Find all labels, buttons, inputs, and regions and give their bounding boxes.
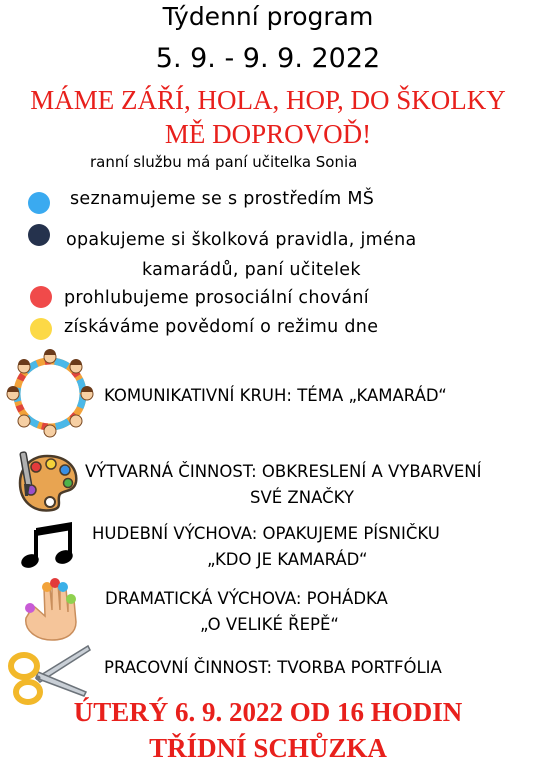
week-dates: 5. 9. - 9. 9. 2022 [155,43,381,74]
goal-text: prohlubujeme prosociální chování [64,288,369,308]
finger-puppets-icon [12,578,86,642]
paint-palette-icon [14,450,80,514]
goal-text-continued: kamarádů, paní učitelek [142,260,361,280]
activity-communication-circle: KOMUNIKATIVNÍ KRUH: TÉMA „KAMARÁD“ [104,386,447,405]
meeting-date: ÚTERÝ 6. 9. 2022 OD 16 HODIN [73,697,463,727]
music-note-icon [20,518,78,570]
activity-art-line-1: VÝTVARNÁ ČINNOST: OBKRESLENÍ A VYBARVENÍ [85,462,482,481]
goal-text: opakujeme si školková pravidla, jména [66,230,417,250]
children-circle-icon [4,348,96,440]
goal-bullet-blue [28,192,50,214]
activity-drama-line-1: DRAMATICKÁ VÝCHOVA: POHÁDKA [105,589,388,608]
activity-crafts: PRACOVNÍ ČINNOST: TVORBA PORTFÓLIA [104,658,442,677]
goal-text: získáváme povědomí o režimu dne [64,317,379,337]
goal-bullet-navy [28,224,50,246]
activity-drama-line-2: „O VELIKÉ ŘEPĚ“ [200,615,339,634]
goal-bullet-yellow [30,318,52,340]
page-title: Týdenní program [162,2,374,31]
meeting-title: TŘÍDNÍ SCHŮZKA [149,733,387,763]
theme-line-2: MĚ DOPROVOĎ! [164,119,372,149]
activity-music-line-1: HUDEBNÍ VÝCHOVA: OPAKUJEME PÍSNIČKU [92,524,440,543]
goal-bullet-red [30,286,52,308]
goal-text: seznamujeme se s prostředím MŠ [70,189,375,209]
theme-line-1: MÁME ZÁŘÍ, HOLA, HOP, DO ŠKOLKY [30,85,506,115]
activity-music-line-2: „KDO JE KAMARÁD“ [207,550,368,569]
activity-art-line-2: SVÉ ZNAČKY [250,488,354,507]
morning-service-note: ranní službu má paní učitelka Sonia [90,153,358,171]
